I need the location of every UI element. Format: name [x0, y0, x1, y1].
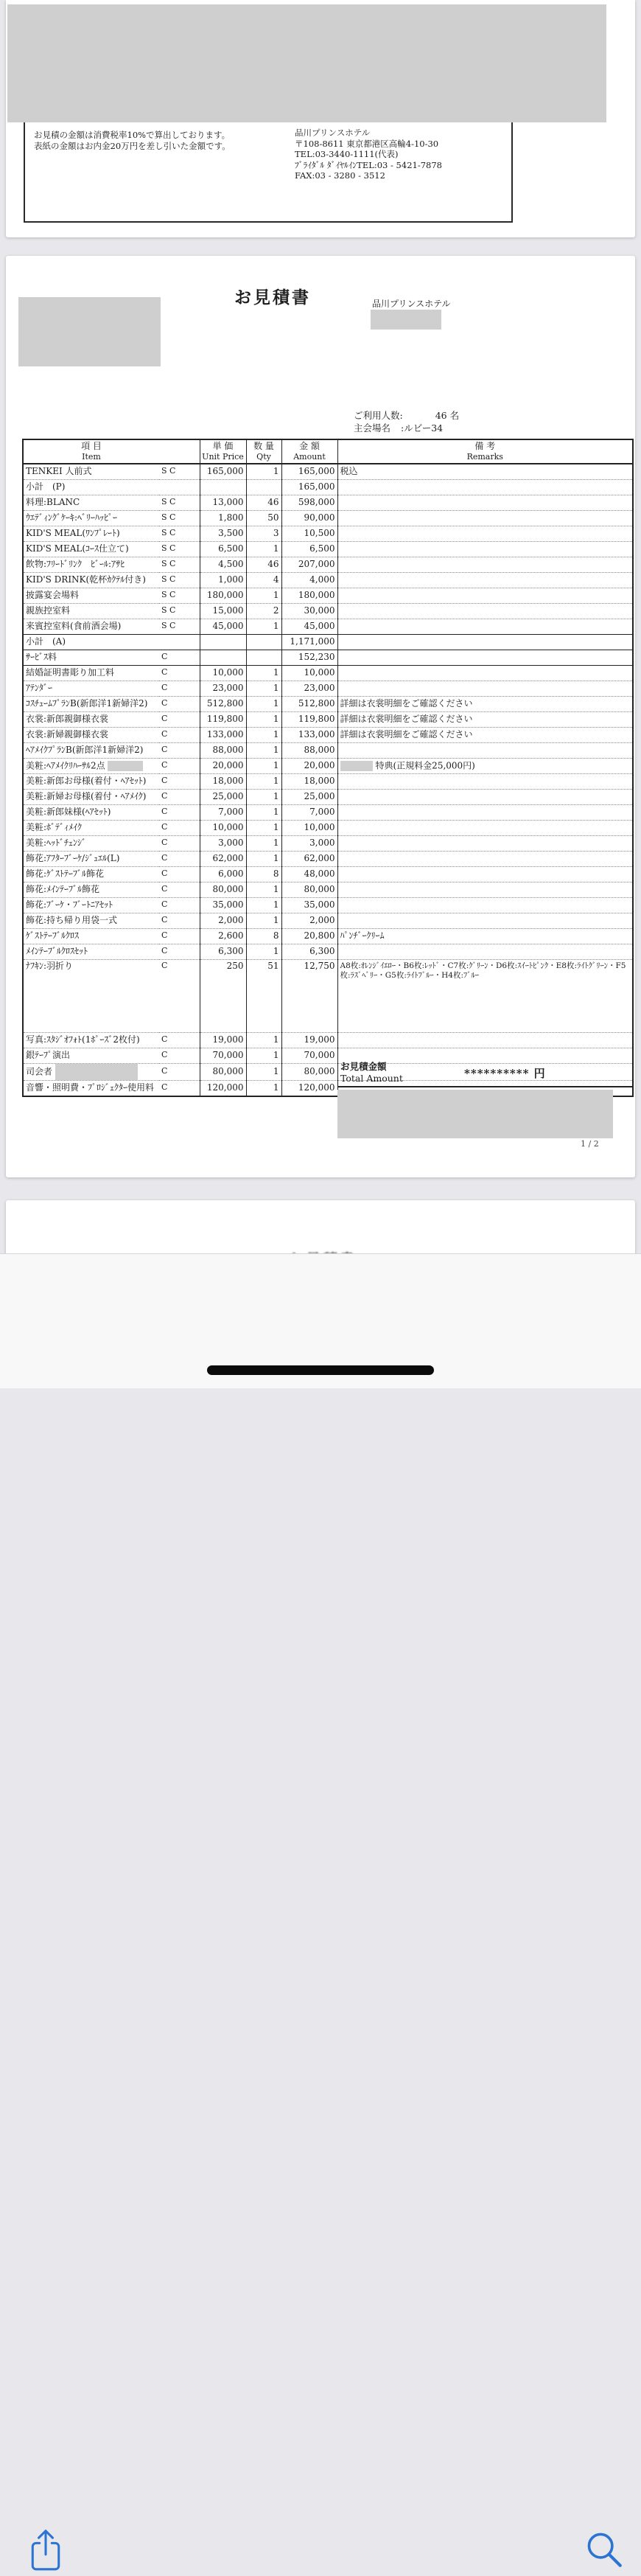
share-icon	[27, 2565, 65, 2576]
cover-notes	[34, 130, 231, 152]
table-row	[23, 928, 633, 944]
table-row	[23, 897, 633, 913]
estimate-table-body	[23, 464, 633, 1096]
table-row	[23, 913, 633, 928]
cell-unit-price: 180,000	[200, 588, 246, 603]
cell-qty: 1	[246, 944, 281, 959]
cell-qty: 46	[246, 557, 281, 572]
cell-item: 料理:BLANC	[23, 495, 159, 510]
cell-sc-code: C	[159, 742, 200, 758]
total-amount-label: お見積金額 Total Amount	[340, 1061, 403, 1084]
cell-unit-price: 1,800	[200, 510, 246, 526]
cell-item: 銀ﾃｰﾌﾟ演出	[23, 1048, 159, 1063]
cell-sc-code: C	[159, 944, 200, 959]
cell-amount: 1,171,000	[281, 634, 337, 650]
cell-remarks	[337, 851, 633, 866]
cell-remarks	[337, 913, 633, 928]
cell-remarks	[337, 526, 633, 541]
cell-item: 親族控室料	[23, 603, 159, 619]
cell-item: 飾花:ﾒｲﾝﾃｰﾌﾞﾙ飾花	[23, 882, 159, 897]
cell-item: 美粧:ﾍｱﾒｲｸﾘﾊｰｻﾙ2点	[23, 758, 159, 773]
cell-qty: 1	[246, 804, 281, 820]
cell-sc-code: C	[159, 1032, 200, 1048]
cell-remarks	[337, 479, 633, 495]
cell-qty: 1	[246, 835, 281, 851]
cell-amount: 70,000	[281, 1048, 337, 1063]
cell-unit-price: 10,000	[200, 665, 246, 680]
cell-item: ｳｴﾃﾞｨﾝｸﾞｹｰｷ:ﾍﾞﾘｰﾊｯﾋﾟｰ	[23, 510, 159, 526]
table-row	[23, 696, 633, 711]
cell-amount: 7,000	[281, 804, 337, 820]
cell-remarks: 詳細は衣裳明細をご確認ください	[337, 711, 633, 727]
cell-amount: 25,000	[281, 789, 337, 804]
table-row	[23, 650, 633, 665]
cell-sc-code: C	[159, 897, 200, 913]
cell-item: ｺｽﾁｭｰﾑﾌﾟﾗﾝB(新郎洋1新婦洋2)	[23, 696, 159, 711]
cell-sc-code	[159, 479, 200, 495]
cell-qty: 1	[246, 742, 281, 758]
table-row	[23, 572, 633, 588]
cell-amount: 133,000	[281, 727, 337, 742]
cell-sc-code: C	[159, 959, 200, 1032]
cell-qty: 1	[246, 1048, 281, 1063]
cell-unit-price	[200, 479, 246, 495]
cell-sc-code: C	[159, 804, 200, 820]
cell-sc-code: C	[159, 835, 200, 851]
cell-sc-code: S C	[159, 541, 200, 557]
col-header-item: 項 目 Item	[23, 439, 159, 464]
cell-unit-price: 1,000	[200, 572, 246, 588]
cell-qty: 3	[246, 526, 281, 541]
cell-unit-price: 119,800	[200, 711, 246, 727]
cell-unit-price: 3,000	[200, 835, 246, 851]
cell-sc-code: C	[159, 851, 200, 866]
cell-unit-price: 250	[200, 959, 246, 1032]
cell-amount: 152,230	[281, 650, 337, 665]
hotel-contact-block	[295, 128, 442, 181]
cell-sc-code	[159, 634, 200, 650]
hotel-bridal-tel: ﾌﾞﾗｲﾀﾞﾙ ﾀﾞｲﾔﾙｲﾝTEL:03 - 5421-7878	[295, 159, 442, 170]
cell-qty: 1	[246, 619, 281, 634]
cell-remarks	[337, 804, 633, 820]
table-row	[23, 789, 633, 804]
cell-unit-price: 2,000	[200, 913, 246, 928]
cell-remarks	[337, 650, 633, 665]
cell-qty: 1	[246, 773, 281, 789]
cell-sc-code: S C	[159, 572, 200, 588]
table-row	[23, 495, 633, 510]
venue-label: 主会場名	[354, 422, 391, 434]
cell-amount: 3,000	[281, 835, 337, 851]
cell-sc-code: C	[159, 758, 200, 773]
cell-amount: 207,000	[281, 557, 337, 572]
cell-qty: 1	[246, 696, 281, 711]
col-header-qty: 数 量 Qty	[246, 439, 281, 464]
cell-qty: 1	[246, 464, 281, 480]
table-row	[23, 1048, 633, 1063]
search-button[interactable]	[582, 2528, 626, 2572]
cell-qty: 1	[246, 711, 281, 727]
cell-amount: 80,000	[281, 882, 337, 897]
cell-unit-price: 10,000	[200, 820, 246, 835]
total-amount-value: ********** 円	[464, 1067, 546, 1080]
table-row	[23, 866, 633, 882]
cell-amount: 180,000	[281, 588, 337, 603]
cell-qty: 1	[246, 727, 281, 742]
table-row	[23, 588, 633, 603]
cell-unit-price: 35,000	[200, 897, 246, 913]
cell-qty: 1	[246, 680, 281, 696]
cell-unit-price: 15,000	[200, 603, 246, 619]
cell-sc-code: C	[159, 913, 200, 928]
cell-sc-code: C	[159, 820, 200, 835]
venue-value: :ルビー34	[401, 422, 444, 434]
cell-qty: 8	[246, 928, 281, 944]
hotel-name: 品川プリンスホテル	[372, 299, 451, 309]
cell-qty	[246, 634, 281, 650]
cell-sc-code: C	[159, 882, 200, 897]
share-button[interactable]	[27, 2528, 65, 2574]
cell-amount: 10,000	[281, 665, 337, 680]
cell-remarks	[337, 1032, 633, 1048]
table-row	[23, 603, 633, 619]
table-row	[23, 526, 633, 541]
cell-amount: 48,000	[281, 866, 337, 882]
cell-unit-price: 19,000	[200, 1032, 246, 1048]
total-underline	[337, 1086, 632, 1087]
cell-qty: 1	[246, 665, 281, 680]
cell-remarks	[337, 619, 633, 634]
cell-item: 美粧:新郎妹様(ﾍｱｾｯﾄ)	[23, 804, 159, 820]
table-row	[23, 758, 633, 773]
redaction-box	[7, 4, 606, 122]
cell-remarks	[337, 820, 633, 835]
search-icon	[583, 2562, 626, 2573]
table-row	[23, 634, 633, 650]
cover-note-line: 表紙の金額はお内金20万円を差し引いた金額です。	[34, 141, 231, 151]
cell-item: 美粧:新婦お母様(着付・ﾍｱﾒｲｸ)	[23, 789, 159, 804]
cell-unit-price: 13,000	[200, 495, 246, 510]
cell-item: ｻｰﾋﾞｽ料	[23, 650, 159, 665]
redaction-box	[337, 1090, 613, 1138]
cell-qty: 1	[246, 897, 281, 913]
cell-qty: 50	[246, 510, 281, 526]
guest-count-label: ご利用人数:	[354, 410, 403, 421]
cell-unit-price: 45,000	[200, 619, 246, 634]
cell-amount: 10,500	[281, 526, 337, 541]
hotel-name: 品川プリンスホテル	[295, 128, 371, 138]
cell-amount: 23,000	[281, 680, 337, 696]
cell-item: ﾅﾌｷﾝ:羽折り	[23, 959, 159, 1032]
col-header-amount: 金 額 Amount	[281, 439, 337, 464]
cell-qty: 51	[246, 959, 281, 1032]
cell-unit-price: 133,000	[200, 727, 246, 742]
cell-sc-code: C	[159, 1063, 200, 1080]
cell-amount: 512,800	[281, 696, 337, 711]
cell-remarks	[337, 742, 633, 758]
table-row	[23, 665, 633, 680]
cell-amount: 119,800	[281, 711, 337, 727]
cell-sc-code: S C	[159, 588, 200, 603]
cell-amount: 598,000	[281, 495, 337, 510]
cell-sc-code: S C	[159, 464, 200, 480]
cell-unit-price	[200, 650, 246, 665]
pdf-page-2	[6, 256, 635, 1177]
cell-unit-price: 7,000	[200, 804, 246, 820]
cell-qty: 1	[246, 851, 281, 866]
cell-remarks	[337, 634, 633, 650]
cell-item: 司会者	[23, 1063, 159, 1080]
cell-item: 美粧:新郎お母様(着付・ﾍｱｾｯﾄ)	[23, 773, 159, 789]
cell-unit-price: 80,000	[200, 882, 246, 897]
cell-remarks	[337, 835, 633, 851]
cell-qty	[246, 479, 281, 495]
cell-item: TENKEI 人前式	[23, 464, 159, 480]
guest-count-line	[354, 408, 459, 422]
cell-item: KID'S MEAL(ｺｰｽ仕立て)	[23, 541, 159, 557]
cell-unit-price: 25,000	[200, 789, 246, 804]
cell-unit-price: 120,000	[200, 1080, 246, 1096]
redaction-box	[18, 297, 161, 366]
cell-amount: 30,000	[281, 603, 337, 619]
cell-sc-code: C	[159, 789, 200, 804]
cell-amount: 10,000	[281, 820, 337, 835]
cell-item: 音響・照明費・ﾌﾟﾛｼﾞｪｸﾀｰ使用料	[23, 1080, 159, 1096]
cell-unit-price: 20,000	[200, 758, 246, 773]
cell-sc-code: C	[159, 711, 200, 727]
cell-remarks: 詳細は衣裳明細をご確認ください	[337, 696, 633, 711]
cell-item: ﾒｲﾝﾃｰﾌﾞﾙｸﾛｽｾｯﾄ	[23, 944, 159, 959]
cell-remarks	[337, 773, 633, 789]
cell-remarks: 詳細は衣裳明細をご確認ください	[337, 727, 633, 742]
guest-count-value: 46 名	[435, 410, 460, 421]
pdf-page-1	[6, 0, 635, 237]
cell-sc-code: C	[159, 696, 200, 711]
cell-qty: 1	[246, 820, 281, 835]
cell-unit-price: 88,000	[200, 742, 246, 758]
cell-amount: 12,750	[281, 959, 337, 1032]
table-row	[23, 882, 633, 897]
cell-remarks: A8枚:ｵﾚﾝｼﾞｲｴﾛｰ・B6枚:ﾚｯﾄﾞ・C7枚:ｸﾞﾘｰﾝ・D6枚:ｽｲｰﾄﾋﾟﾝｸ・E8枚:ﾗｲﾄｸﾞﾘｰﾝ・F5枚:ﾗｽﾞﾍﾞﾘｰ・G5枚:ﾗｲﾄﾌﾞﾙｰ・H4枚:ﾌﾞﾙｰ	[337, 959, 633, 1032]
cell-remarks	[337, 680, 633, 696]
cell-item: 美粧:ﾎﾞﾃﾞｨﾒｲｸ	[23, 820, 159, 835]
cell-qty	[246, 650, 281, 665]
cell-qty: 1	[246, 541, 281, 557]
cell-amount: 2,000	[281, 913, 337, 928]
cell-remarks	[337, 944, 633, 959]
table-row	[23, 727, 633, 742]
cell-remarks: ﾊﾟﾝﾁﾞｰｸﾘｰﾑ	[337, 928, 633, 944]
cell-sc-code: C	[159, 773, 200, 789]
cell-item: 披露宴会場料	[23, 588, 159, 603]
cell-qty: 1	[246, 1063, 281, 1080]
cell-unit-price: 80,000	[200, 1063, 246, 1080]
cell-remarks	[337, 510, 633, 526]
cell-amount: 90,000	[281, 510, 337, 526]
cell-qty: 1	[246, 882, 281, 897]
cell-item: 飾花:持ち帰り用袋一式	[23, 913, 159, 928]
cell-qty: 8	[246, 866, 281, 882]
cell-qty: 46	[246, 495, 281, 510]
cell-unit-price: 6,500	[200, 541, 246, 557]
cell-amount: 80,000	[281, 1063, 337, 1080]
cell-sc-code: C	[159, 680, 200, 696]
cell-amount: 18,000	[281, 773, 337, 789]
cover-note-line: お見積の金額は消費税率10%で算出しております。	[34, 130, 231, 140]
cell-sc-code: C	[159, 727, 200, 742]
cell-item: KID'S MEAL(ﾜﾝﾌﾟﾚｰﾄ)	[23, 526, 159, 541]
cell-unit-price: 23,000	[200, 680, 246, 696]
cell-amount: 165,000	[281, 479, 337, 495]
cell-amount: 120,000	[281, 1080, 337, 1096]
cell-unit-price: 6,300	[200, 944, 246, 959]
hotel-address: 〒108-8611 東京都港区高輪4-10-30	[295, 138, 439, 149]
cell-sc-code: C	[159, 1080, 200, 1096]
cell-unit-price: 2,600	[200, 928, 246, 944]
cell-qty: 4	[246, 572, 281, 588]
col-header-remarks: 備 考 Remarks	[337, 439, 633, 464]
cell-item: 写真:ｽﾀｼﾞｵﾌｫﾄ(1ﾎﾟｰｽﾞ2枚付)	[23, 1032, 159, 1048]
cell-remarks	[337, 495, 633, 510]
redaction-box	[108, 761, 143, 771]
cell-unit-price: 512,800	[200, 696, 246, 711]
cell-amount: 6,300	[281, 944, 337, 959]
cell-sc-code: S C	[159, 526, 200, 541]
cell-unit-price: 4,500	[200, 557, 246, 572]
cell-item: 来賓控室料(食前酒会場)	[23, 619, 159, 634]
cell-remarks	[337, 588, 633, 603]
cell-remarks	[337, 665, 633, 680]
cell-qty: 1	[246, 1032, 281, 1048]
page-number: 1 / 2	[581, 1139, 599, 1149]
hotel-fax: FAX:03 - 3280 - 3512	[295, 170, 385, 181]
cell-unit-price: 6,000	[200, 866, 246, 882]
page-title: お見積書	[234, 288, 311, 307]
cell-amount: 35,000	[281, 897, 337, 913]
table-row	[23, 820, 633, 835]
cell-item: 衣裳:新郎親御様衣裳	[23, 711, 159, 727]
cell-sc-code: S C	[159, 510, 200, 526]
cell-item: 小計 (A)	[23, 634, 159, 650]
redaction-box	[371, 310, 441, 330]
cell-item: ｱﾃﾝﾀﾞｰ	[23, 680, 159, 696]
cell-remarks	[337, 882, 633, 897]
cell-remarks: 特典(正規料金25,000円)	[337, 758, 633, 773]
cell-qty: 1	[246, 588, 281, 603]
cell-qty: 1	[246, 758, 281, 773]
home-indicator[interactable]	[207, 1365, 434, 1375]
cell-remarks: 税込	[337, 464, 633, 480]
cell-remarks	[337, 603, 633, 619]
cell-item: ﾍｱﾒｲｸﾌﾟﾗﾝB(新郎洋1新婦洋2)	[23, 742, 159, 758]
cell-amount: 20,800	[281, 928, 337, 944]
cell-item: 小計 (P)	[23, 479, 159, 495]
cell-amount: 4,000	[281, 572, 337, 588]
cell-sc-code: C	[159, 650, 200, 665]
cell-sc-code: C	[159, 928, 200, 944]
cell-qty: 1	[246, 789, 281, 804]
table-row	[23, 619, 633, 634]
cell-amount: 6,500	[281, 541, 337, 557]
cell-qty: 1	[246, 913, 281, 928]
cell-remarks	[337, 557, 633, 572]
table-row	[23, 479, 633, 495]
cell-unit-price: 18,000	[200, 773, 246, 789]
cell-sc-code: S C	[159, 495, 200, 510]
table-row	[23, 711, 633, 727]
cell-amount: 88,000	[281, 742, 337, 758]
cell-sc-code: C	[159, 866, 200, 882]
table-row	[23, 804, 633, 820]
estimate-table	[22, 439, 634, 1097]
cell-unit-price: 70,000	[200, 1048, 246, 1063]
cell-item: 飲物:ﾌﾘｰﾄﾞﾘﾝｸ ﾋﾞｰﾙ:ｱｻﾋ	[23, 557, 159, 572]
cell-item: 衣裳:新婦親御様衣裳	[23, 727, 159, 742]
cell-unit-price	[200, 634, 246, 650]
cell-amount: 62,000	[281, 851, 337, 866]
table-row	[23, 510, 633, 526]
cell-amount: 45,000	[281, 619, 337, 634]
table-row	[23, 541, 633, 557]
cell-unit-price: 3,500	[200, 526, 246, 541]
venue-line	[354, 421, 443, 434]
table-row	[23, 773, 633, 789]
cell-remarks	[337, 789, 633, 804]
cell-item: KID'S DRINK(乾杯ｶｸﾃﾙ付き)	[23, 572, 159, 588]
table-row	[23, 835, 633, 851]
table-row	[23, 944, 633, 959]
table-row	[23, 680, 633, 696]
cell-qty: 2	[246, 603, 281, 619]
table-row	[23, 742, 633, 758]
cell-unit-price: 62,000	[200, 851, 246, 866]
cell-unit-price: 165,000	[200, 464, 246, 480]
cell-item: 飾花:ｱﾌﾀｰﾌﾞｰｹ/ｼﾞｭｴﾙ(L)	[23, 851, 159, 866]
cell-sc-code: S C	[159, 619, 200, 634]
cell-remarks	[337, 897, 633, 913]
cell-qty: 1	[246, 1080, 281, 1096]
cell-amount: 20,000	[281, 758, 337, 773]
cell-sc-code: S C	[159, 557, 200, 572]
col-header-sc	[159, 439, 200, 464]
redaction-box	[55, 1064, 138, 1080]
cell-amount: 19,000	[281, 1032, 337, 1048]
redaction-box	[340, 761, 373, 771]
table-row	[23, 464, 633, 480]
cell-item: 飾花:ﾌﾞｰｹ・ﾌﾞｰﾄﾆｱｾｯﾄ	[23, 897, 159, 913]
cell-item: 飾花:ｹﾞｽﾄﾃｰﾌﾞﾙ飾花	[23, 866, 159, 882]
cell-sc-code: C	[159, 1048, 200, 1063]
table-row	[23, 851, 633, 866]
cell-remarks	[337, 541, 633, 557]
cell-remarks	[337, 866, 633, 882]
cell-amount: 165,000	[281, 464, 337, 480]
hotel-tel: TEL:03-3440-1111(代表)	[295, 149, 399, 159]
cell-sc-code: S C	[159, 603, 200, 619]
table-row	[23, 959, 633, 1032]
cell-sc-code: C	[159, 665, 200, 680]
col-header-unit-price: 単 価 Unit Price	[200, 439, 246, 464]
cell-item: 結婚証明書彫り加工料	[23, 665, 159, 680]
cell-remarks	[337, 572, 633, 588]
table-row	[23, 1032, 633, 1048]
cell-item: ｹﾞｽﾄﾃｰﾌﾞﾙｸﾛｽ	[23, 928, 159, 944]
table-header-row	[23, 439, 633, 464]
cell-item: 美粧:ﾍｯﾄﾞﾁｪﾝｼﾞ	[23, 835, 159, 851]
table-row	[23, 557, 633, 572]
